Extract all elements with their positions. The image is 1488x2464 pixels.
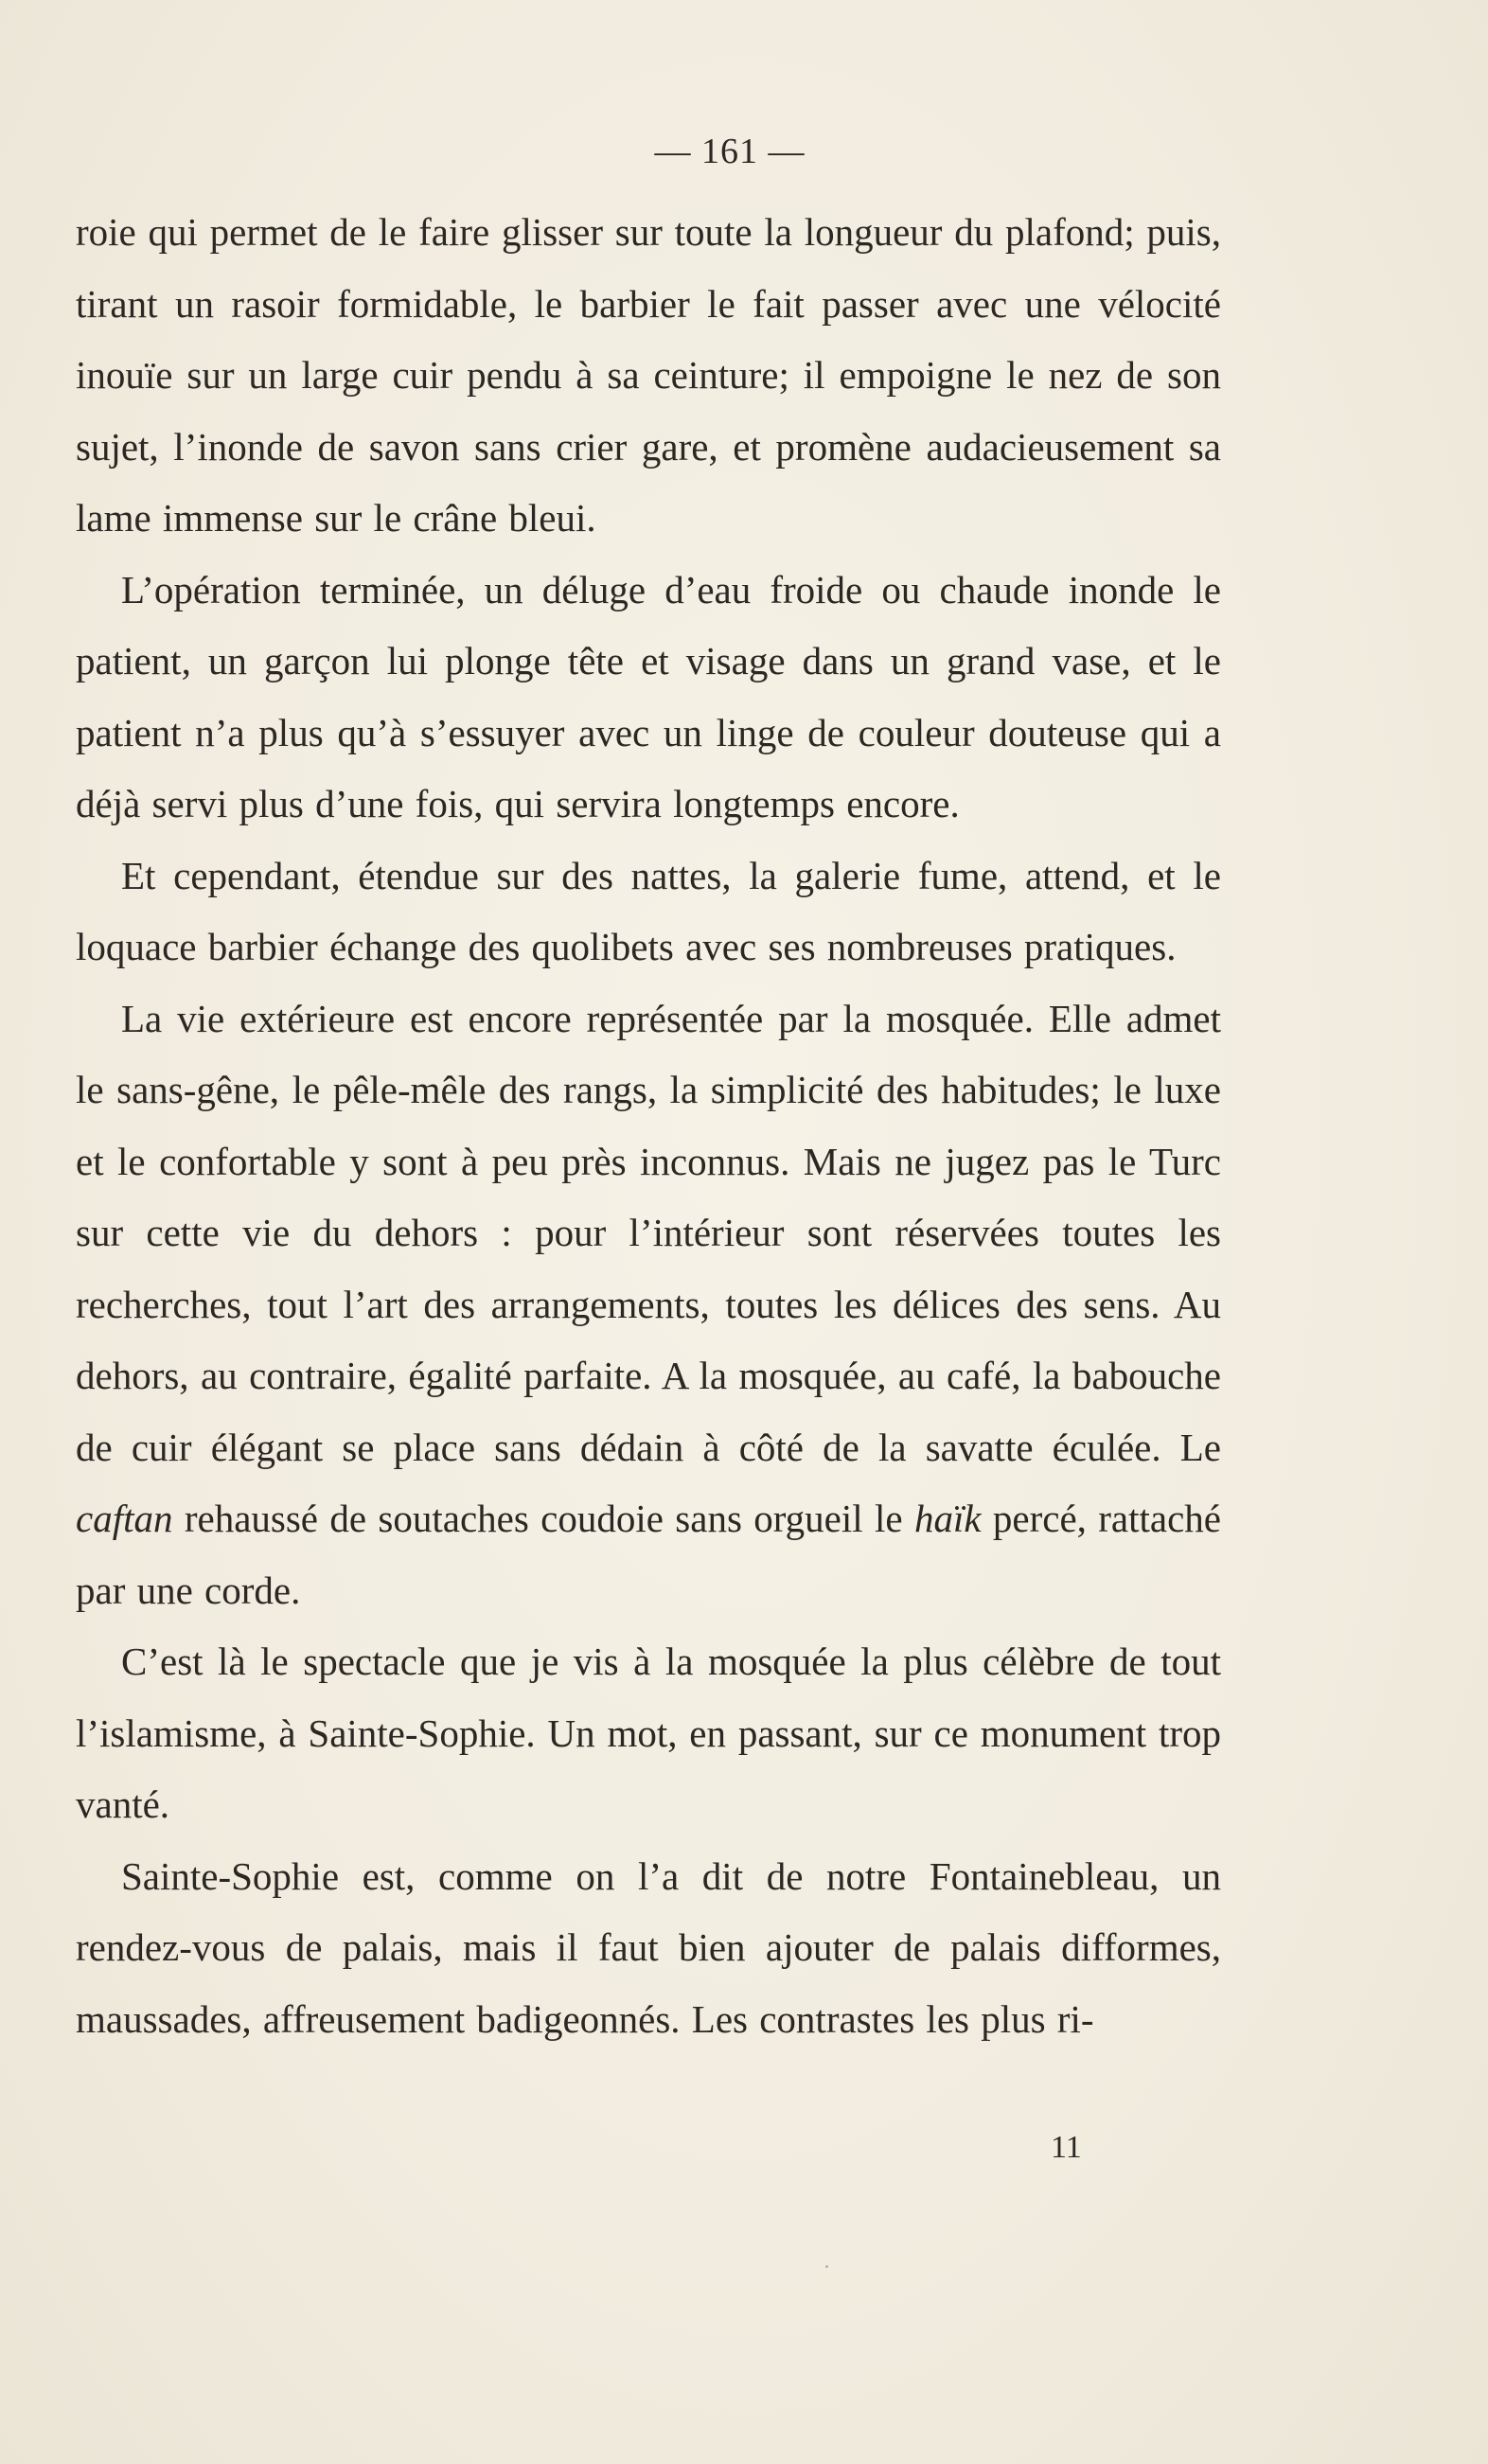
paragraph-text: percé, rattaché par une corde. — [76, 1497, 1221, 1612]
signature-mark: 11 — [1051, 2130, 1082, 2165]
paragraph — [76, 841, 1221, 984]
page-number: — 161 — — [654, 132, 806, 171]
paragraph — [76, 555, 1221, 841]
body-text — [76, 197, 1221, 2055]
paragraph-text: Et cependant, étendue sur des nattes, la galerie fume, attend, et le loquace barbier échange des quolibets avec ses nombreuses pratiques. — [76, 853, 1221, 968]
paragraph-text: Sainte-Sophie est, comme on l’a dit de notre Fontainebleau, un rendez-vous de palais, mais il faut bien ajouter de palais difformes, maussades, affreusement badigeonnés. Les contrastes les plus ri- — [76, 1853, 1221, 2041]
italic-term: caftan — [76, 1497, 173, 1540]
italic-term: haïk — [913, 1497, 982, 1540]
paragraph — [76, 1626, 1221, 1841]
paragraph-text: L’opération terminée, un déluge d’eau froide ou chaude inonde le patient, un garçon lui plonge tête et visage dans un grand vase, et le patient n’a plus qu’à s’essuyer avec un linge de couleur douteuse qui a déjà servi plus d’une fois, qui servira longtemps encore. — [76, 567, 1221, 825]
paragraph-text: La vie extérieure est encore représentée par la mosquée. Elle admet le sans-gêne, le pêle-mêle des rangs, la simplicité des habitudes; le luxe et le confortable y sont à peu près inconnus. Mais ne jugez pas le Turc sur cette vie du dehors : pour l’intérieur sont réservées toutes les recherches, tout l’art des arrangements, toutes les délices des sens. Au dehors, au contraire, égalité parfaite. A la mosquée, au café, la babouche de cuir élégant se place sans dédain à côté de la savatte éculée. Le — [76, 996, 1221, 1469]
paragraph — [76, 197, 1221, 555]
paper-speck — [825, 2265, 828, 2268]
paragraph-text: roie qui permet de le faire glisser sur toute la longueur du plafond; puis, tirant un rasoir formidable, le barbier le fait passer avec une vélocité inouïe sur un large cuir pendu à sa ceinture; il empoigne le nez de son sujet, l’inonde de savon sans crier gare, et promène audacieusement sa lame immense sur le crâne bleui. — [76, 210, 1221, 540]
paragraph-text: rehaussé de soutaches coudoie sans orgueil le — [172, 1497, 914, 1540]
paragraph-text: C’est là le spectacle que je vis à la mosquée la plus célèbre de tout l’islamisme, à Sainte-Sophie. Un mot, en passant, sur ce monument trop vanté. — [76, 1640, 1221, 1826]
paragraph — [76, 1841, 1221, 2056]
paragraph — [76, 984, 1221, 1627]
